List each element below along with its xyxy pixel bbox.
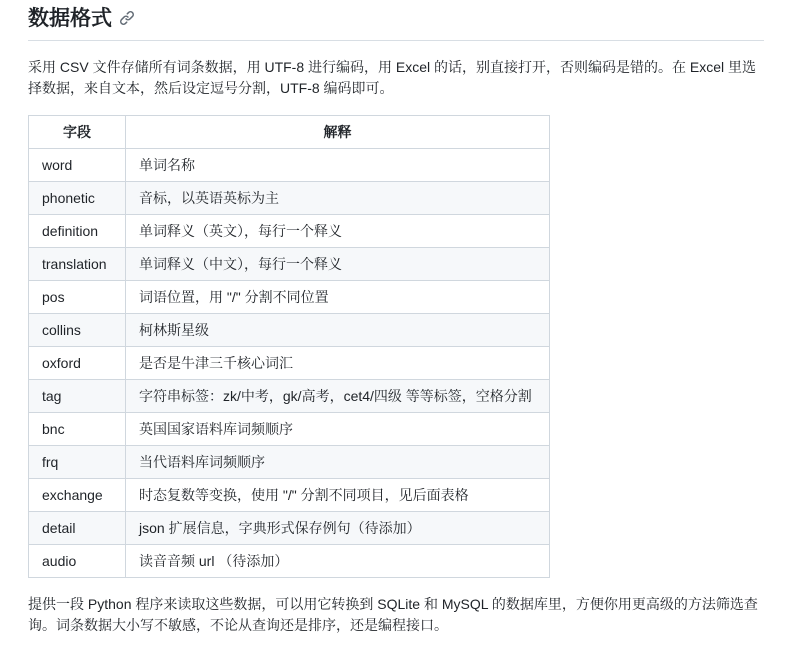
field-desc-cell: 单词释义（中文），每行一个释义 bbox=[126, 248, 550, 281]
intro-paragraph: 采用 CSV 文件存储所有词条数据，用 UTF-8 进行编码，用 Excel 的话，别直接打开，否则编码是错的。在 Excel 里选择数据，来自文本，然后设定逗号分割，UTF-8 编码即可。 bbox=[28, 59, 757, 97]
table-row bbox=[29, 248, 550, 281]
field-desc-cell: 当代语料库词频顺序 bbox=[126, 446, 550, 479]
table-row bbox=[29, 149, 550, 182]
table-row bbox=[29, 413, 550, 446]
field-name-cell: tag bbox=[29, 380, 126, 413]
table-row bbox=[29, 380, 550, 413]
field-name-cell: audio bbox=[29, 545, 126, 578]
field-name-cell: word bbox=[29, 149, 126, 182]
column-header-desc: 解释 bbox=[126, 116, 550, 149]
field-name-cell: exchange bbox=[29, 479, 126, 512]
field-table bbox=[28, 115, 550, 578]
field-name-cell: translation bbox=[29, 248, 126, 281]
table-row bbox=[29, 479, 550, 512]
field-name-cell: phonetic bbox=[29, 182, 126, 215]
field-name-cell: definition bbox=[29, 215, 126, 248]
column-header-field: 字段 bbox=[29, 116, 126, 149]
field-name-cell: detail bbox=[29, 512, 126, 545]
table-row bbox=[29, 281, 550, 314]
field-name-cell: frq bbox=[29, 446, 126, 479]
field-desc-cell: json 扩展信息，字典形式保存例句（待添加） bbox=[126, 512, 550, 545]
field-desc-cell: 字符串标签：zk/中考，gk/高考，cet4/四级 等等标签，空格分割 bbox=[126, 380, 550, 413]
table-row bbox=[29, 446, 550, 479]
link-icon bbox=[119, 9, 135, 30]
table-row bbox=[29, 347, 550, 380]
field-desc-cell: 英国国家语料库词频顺序 bbox=[126, 413, 550, 446]
table-row bbox=[29, 215, 550, 248]
field-desc-cell: 单词释义（英文），每行一个释义 bbox=[126, 215, 550, 248]
field-desc-cell: 读音音频 url （待添加） bbox=[126, 545, 550, 578]
table-row bbox=[29, 182, 550, 215]
page-title bbox=[28, 6, 764, 41]
field-table-body bbox=[29, 149, 550, 578]
field-desc-cell: 时态复数等变换，使用 "/" 分割不同项目，见后面表格 bbox=[126, 479, 550, 512]
field-name-cell: oxford bbox=[29, 347, 126, 380]
table-header-row bbox=[29, 116, 550, 149]
field-desc-cell: 词语位置，用 "/" 分割不同位置 bbox=[126, 281, 550, 314]
heading-anchor-link[interactable] bbox=[119, 9, 135, 30]
field-name-cell: collins bbox=[29, 314, 126, 347]
field-desc-cell: 音标，以英语英标为主 bbox=[126, 182, 550, 215]
outro-paragraph: 提供一段 Python 程序来读取这些数据，可以用它转换到 SQLite 和 MySQL 的数据库里，方便你用更高级的方法筛选查询。词条数据大小写不敏感，不论从查询还是排序，还是编程接口。 bbox=[28, 596, 758, 634]
table-row bbox=[29, 314, 550, 347]
table-row bbox=[29, 512, 550, 545]
field-name-cell: bnc bbox=[29, 413, 126, 446]
field-desc-cell: 柯林斯星级 bbox=[126, 314, 550, 347]
field-desc-cell: 是否是牛津三千核心词汇 bbox=[126, 347, 550, 380]
page-title-text: 数据格式 bbox=[28, 7, 112, 30]
field-name-cell: pos bbox=[29, 281, 126, 314]
field-desc-cell: 单词名称 bbox=[126, 149, 550, 182]
table-row bbox=[29, 545, 550, 578]
